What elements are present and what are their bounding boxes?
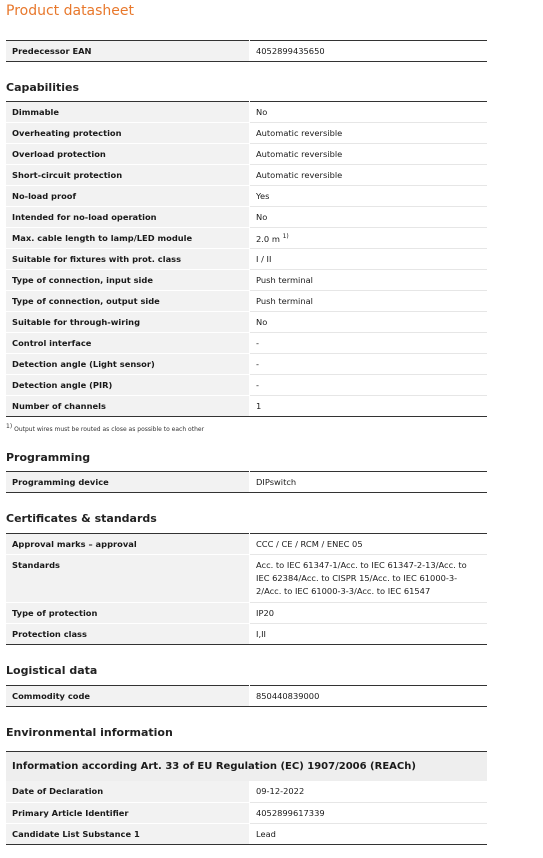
table-row — [6, 102, 487, 123]
row-value: - — [250, 375, 488, 396]
row-value: No — [250, 312, 488, 333]
table-row — [6, 291, 487, 312]
row-value: Automatic reversible — [250, 123, 488, 144]
row-label: Overload protection — [6, 144, 250, 165]
row-label: Detection angle (Light sensor) — [6, 354, 250, 375]
row-value: DIPswitch — [250, 472, 488, 493]
row-label: No-load proof — [6, 186, 250, 207]
table-row — [6, 249, 487, 270]
value-text: 2.0 m — [256, 233, 280, 244]
row-label: Type of protection — [6, 603, 250, 624]
table-row — [6, 270, 487, 291]
row-value: Lead — [250, 823, 488, 844]
row-label: Overheating protection — [6, 123, 250, 144]
table-row — [6, 165, 487, 186]
row-value: Automatic reversible — [250, 144, 488, 165]
footnote-mark: 1) — [6, 423, 13, 430]
table-row — [6, 686, 487, 707]
table-row — [6, 555, 487, 603]
row-value: 4052899617339 — [250, 802, 488, 823]
row-label: Intended for no-load operation — [6, 207, 250, 228]
row-value: 1 — [250, 396, 488, 417]
row-label: Type of connection, input side — [6, 270, 250, 291]
row-value: No — [250, 102, 488, 123]
programming-table — [6, 471, 487, 493]
row-value: Push terminal — [250, 291, 488, 312]
table-row — [6, 534, 487, 555]
table-row — [6, 603, 487, 624]
row-value: No — [250, 207, 488, 228]
footnote-ref: 1) — [282, 233, 289, 240]
row-value: 4052899435650 — [250, 41, 488, 62]
capabilities-table — [6, 101, 487, 417]
section-title-programming: Programming — [6, 451, 91, 464]
row-value: CCC / CE / RCM / ENEC 05 — [250, 534, 488, 555]
footnote-text: Output wires must be routed as close as possible to each other — [14, 426, 205, 433]
row-value: I / II — [250, 249, 488, 270]
table-row — [6, 123, 487, 144]
value-line: 2/Acc. to IEC 61000-3-3/Acc. to IEC 61547 — [256, 586, 431, 596]
row-label: Candidate List Substance 1 — [6, 823, 250, 844]
reach-heading: Information according Art. 33 of EU Regulation (EC) 1907/2006 (REACh) — [6, 751, 487, 781]
row-value: 850440839000 — [250, 686, 488, 707]
row-label: Standards — [6, 555, 250, 603]
row-value: Yes — [250, 186, 488, 207]
table-row — [6, 144, 487, 165]
row-value — [250, 555, 488, 603]
environmental-table — [6, 781, 487, 845]
row-label: Commodity code — [6, 686, 250, 707]
row-label: Programming device — [6, 472, 250, 493]
page-title: Product datasheet — [6, 3, 135, 19]
value-line: IEC 62384/Acc. to CISPR 15/Acc. to IEC 61000-3- — [256, 573, 458, 583]
section-title-environmental: Environmental information — [6, 726, 173, 739]
row-label: Type of connection, output side — [6, 291, 250, 312]
table-row — [6, 228, 487, 249]
row-label: Max. cable length to lamp/LED module — [6, 228, 250, 249]
row-label: Number of channels — [6, 396, 250, 417]
table-row — [6, 624, 487, 645]
section-title-capabilities: Capabilities — [6, 81, 80, 94]
row-label: Suitable for fixtures with prot. class — [6, 249, 250, 270]
footnote — [6, 423, 204, 433]
row-value — [250, 228, 488, 249]
table-row — [6, 802, 487, 823]
logistical-table — [6, 685, 487, 707]
table-row — [6, 312, 487, 333]
row-label: Suitable for through-wiring — [6, 312, 250, 333]
table-row — [6, 375, 487, 396]
table-row — [6, 823, 487, 844]
row-value: Automatic reversible — [250, 165, 488, 186]
section-title-certificates: Certificates & standards — [6, 512, 157, 525]
row-label: Control interface — [6, 333, 250, 354]
certificates-table — [6, 533, 487, 645]
row-label: Primary Article Identifier — [6, 802, 250, 823]
table-row — [6, 472, 487, 493]
table-row — [6, 41, 487, 62]
row-value: IP20 — [250, 603, 488, 624]
predecessor-table — [6, 40, 487, 62]
table-row — [6, 396, 487, 417]
table-row — [6, 333, 487, 354]
row-value: 09-12-2022 — [250, 781, 488, 802]
table-row — [6, 207, 487, 228]
row-label: Approval marks – approval — [6, 534, 250, 555]
row-label: Protection class — [6, 624, 250, 645]
row-label: Date of Declaration — [6, 781, 250, 802]
row-label: Dimmable — [6, 102, 250, 123]
row-label: Short-circuit protection — [6, 165, 250, 186]
row-label: Predecessor EAN — [6, 41, 250, 62]
row-value: I,II — [250, 624, 488, 645]
row-value: Push terminal — [250, 270, 488, 291]
table-row — [6, 186, 487, 207]
row-value: - — [250, 333, 488, 354]
value-line: Acc. to IEC 61347-1/Acc. to IEC 61347-2-13/Acc. to — [256, 560, 467, 570]
section-title-logistical: Logistical data — [6, 664, 98, 677]
table-row — [6, 354, 487, 375]
row-label: Detection angle (PIR) — [6, 375, 250, 396]
table-row — [6, 781, 487, 802]
row-value: - — [250, 354, 488, 375]
